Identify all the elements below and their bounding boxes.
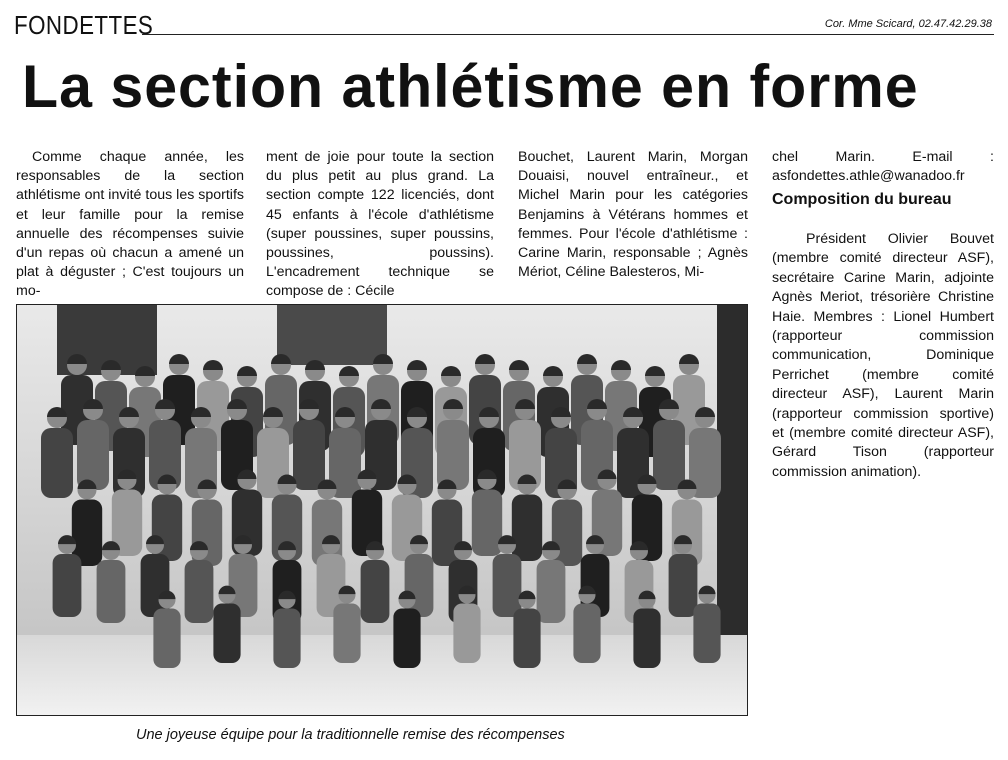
column-3-text: Bouchet, Laurent Marin, Morgan Douaisi, nouvel entraîneur., et Michel Marin pour les catégories Benjamins à Vétérans hommes et femmes. Pour l'école d'athlétisme : Carine Marin, responsable ; Agnès Mériot, Céline Balesteros, Mi- [518,149,748,281]
header-rule [142,34,994,35]
photo-caption: Une joyeuse équipe pour la traditionnelle remise des récompenses [136,727,565,743]
column-4-text: chel Marin. E-mail : asfondettes.athle@wanadoo.fr [772,149,994,185]
article-column-3 [518,148,748,282]
section-town-label: FONDETTES [14,10,154,40]
article-column-4 [772,148,994,186]
group-photo [16,304,748,716]
bureau-heading: Composition du bureau [772,191,952,208]
article-column-2 [266,148,494,302]
bureau-text: Président Olivier Bouvet (membre comité directeur ASF), secrétaire Carine Marin, adjointe Agnès Meriot, trésorière Christine Haie. Membres : Lionel Humbert (rapporteur commission communication, Dominique Perrichet (membre comité directeur ASF), Laurent Marin (rapporteur commission sportive) et (membre comité directeur ASF), Gérard Tison (rapporteur commission animation). [772,231,994,480]
group-photo-illustration [17,305,748,716]
article-headline: La section athlétisme en forme [22,53,919,120]
article-column-1 [16,148,244,302]
correspondent-contact: Cor. Mme Scicard, 02.47.42.29.38 [824,18,992,30]
column-1-text: Comme chaque année, les responsables de la section athlétisme ont invité tous les sportifs et leur famille pour la remise annuelle des récompenses suivie d'un repas où chacun a amené un plat à déguster ; C'est toujours un mo- [16,149,244,300]
column-2-text: ment de joie pour toute la section du plus petit au plus grand. La section compte 122 licenciés, dont 45 enfants à l'école d'athlétisme (super poussines, super poussins, poussines, poussins). L'encadrement technique se compose de : Cécile [266,149,494,300]
